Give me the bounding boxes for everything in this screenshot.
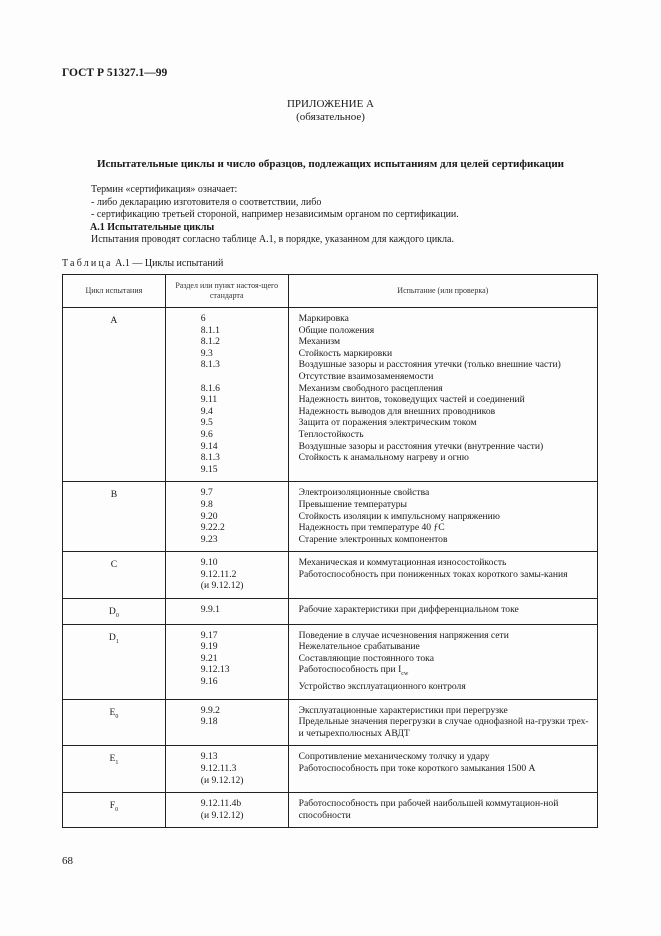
section-cell xyxy=(165,599,288,625)
test-text: Стойкость маркировки xyxy=(298,347,393,359)
test-text: Механизм xyxy=(298,336,341,348)
cycle-letter: D xyxy=(108,606,116,618)
intro-line: - либо декларацию изготовителя о соответствии, либо xyxy=(91,196,322,208)
test-name xyxy=(299,534,593,546)
test-text: Работоспособность при рабочей наибольшей коммутацион-ной способности xyxy=(298,798,559,821)
test-text: Старение электронных компонентов xyxy=(298,533,448,545)
test-cell xyxy=(288,699,597,746)
section-cell xyxy=(165,746,288,793)
intro-text: Испытания проводят согласно таблице А.1, в порядке, указанном для каждого цикла. xyxy=(91,234,454,246)
section-ref: 9.17 xyxy=(200,629,218,641)
current-subscript: cw xyxy=(401,671,409,678)
section-ref: 9.19 xyxy=(200,641,218,653)
section-cell xyxy=(165,699,288,746)
cycle-subscript: 0 xyxy=(115,807,119,814)
test-name xyxy=(299,763,593,775)
cycle-cell xyxy=(63,624,166,699)
cycle-subscript: 1 xyxy=(115,638,119,645)
test-name xyxy=(299,359,593,371)
test-text: Стойкость к анамальному нагреву и огню xyxy=(298,452,469,464)
test-name xyxy=(299,336,593,348)
section-ref: 8.1.2 xyxy=(200,336,220,348)
test-text: Надежность винтов, токоведущих частей и соединений xyxy=(298,394,525,406)
test-text: Воздушные зазоры и расстояния утечки (внутренние части) xyxy=(298,440,544,452)
section-ref: 8.1.1 xyxy=(200,324,220,336)
intro-line: Термин «сертификация» означает: xyxy=(91,184,238,195)
section-ref: (и 9.12.12) xyxy=(200,809,244,821)
test-text: Составляющие постоянного тока xyxy=(298,652,434,664)
test-text: Рабочие характеристики при дифференциальном токе xyxy=(298,604,519,616)
document-code: ГОСТ Р 51327.1—99 xyxy=(62,67,168,79)
section-ref: 9.7 xyxy=(200,487,213,499)
cycle-subscript: 0 xyxy=(115,713,119,720)
test-name xyxy=(299,557,593,569)
test-name xyxy=(299,798,593,821)
section-ref: 9.4 xyxy=(200,405,213,417)
appendix-heading xyxy=(0,98,661,124)
table-row xyxy=(63,599,598,625)
test-text: Теплостойкость xyxy=(298,428,364,440)
section-ref: 9.22.2 xyxy=(200,522,225,534)
table-caption xyxy=(62,258,223,269)
test-text: Работоспособность при I xyxy=(298,664,402,676)
test-cell xyxy=(288,552,597,599)
section-ref: 9.6 xyxy=(200,428,213,440)
cycle-letter: А xyxy=(110,315,118,326)
section-ref: 9.5 xyxy=(200,417,213,429)
section-ref: 9.18 xyxy=(200,716,218,728)
cycle-letter: E xyxy=(109,753,116,765)
section-ref: 9.9.1 xyxy=(200,604,220,616)
cycle-cell xyxy=(63,746,166,793)
header-section: Раздел или пункт настоя-щего стандарта xyxy=(165,275,288,308)
section-ref: (и 9.12.12) xyxy=(200,774,244,786)
table-caption-title: А.1 — Циклы испытаний xyxy=(115,258,224,269)
section-ref xyxy=(201,371,288,383)
test-text: Надежность при температуре 40 ƒC xyxy=(298,522,445,534)
test-name xyxy=(299,383,593,395)
table-row xyxy=(63,746,598,793)
test-text: Механизм свободного расцепления xyxy=(298,382,443,394)
test-text: Электроизоляционные свойства xyxy=(298,487,430,499)
cycle-cell xyxy=(63,552,166,599)
section-ref: 9.12.11.3 xyxy=(200,763,237,774)
section-ref: 9.10 xyxy=(200,557,218,569)
test-cell xyxy=(288,482,597,552)
test-text: Воздушные зазоры и расстояния утечки (только внешние части) xyxy=(298,359,561,371)
test-name xyxy=(299,406,593,418)
header-cycle: Цикл испытания xyxy=(63,275,166,308)
test-name xyxy=(299,371,593,383)
table-row xyxy=(63,699,598,746)
test-text: Предельные значения перегрузки в случае однофазной на-грузки трех- и четырехполюсных АВДТ xyxy=(298,716,589,739)
table-header-row xyxy=(63,275,598,308)
test-cell xyxy=(288,599,597,625)
test-name xyxy=(299,394,593,406)
test-text: Защита от поражения электрическим током xyxy=(298,417,477,429)
test-name xyxy=(299,641,593,653)
table-row xyxy=(63,793,598,828)
test-name xyxy=(299,751,593,763)
cycle-subscript: 1 xyxy=(115,760,119,767)
section-cell xyxy=(165,482,288,552)
test-name xyxy=(299,499,593,511)
section-ref: 9.9.2 xyxy=(200,704,220,716)
section-ref: 9.14 xyxy=(200,440,218,452)
table-row xyxy=(63,308,598,482)
test-name xyxy=(299,664,593,681)
section-ref: 9.16 xyxy=(200,676,218,688)
cycle-subscript: 0 xyxy=(115,613,119,620)
intro-block xyxy=(91,184,459,247)
test-cell xyxy=(288,746,597,793)
test-text: Устройство эксплуатационного контроля xyxy=(298,681,466,693)
test-name xyxy=(299,569,593,581)
cycle-letter: В xyxy=(110,489,118,501)
section-ref: 9.11 xyxy=(200,394,218,406)
test-text: Сопротивление механическому толчку и удару xyxy=(298,751,490,763)
section-ref: 6 xyxy=(200,313,206,324)
test-name xyxy=(299,705,593,717)
table-row xyxy=(63,482,598,552)
section-ref: 8.1.3 xyxy=(200,452,220,464)
section-ref: 8.1.6 xyxy=(200,382,220,394)
cycle-cell xyxy=(63,793,166,828)
cycle-letter: E xyxy=(109,706,116,718)
test-name xyxy=(299,452,593,464)
test-name xyxy=(299,630,593,642)
header-test: Испытание (или проверка) xyxy=(288,275,597,308)
subsection-heading: А.1 Испытательные циклы xyxy=(90,221,215,233)
cycle-cell xyxy=(63,308,166,482)
cycle-letter: D xyxy=(108,631,116,643)
intro-line: - сертификацию третьей стороной, например независимым органом по сертификации. xyxy=(91,209,459,221)
section-ref: 9.13 xyxy=(200,751,218,763)
section-ref: 8.1.3 xyxy=(200,359,220,371)
test-name xyxy=(299,522,593,534)
table-row xyxy=(63,552,598,599)
cycle-letter: F xyxy=(109,800,116,812)
cycle-cell xyxy=(63,699,166,746)
section-cell xyxy=(165,308,288,482)
test-name xyxy=(299,716,593,739)
test-name xyxy=(299,417,593,429)
test-name xyxy=(299,441,593,453)
test-name xyxy=(299,325,593,337)
test-name xyxy=(299,604,593,616)
section-ref: 9.3 xyxy=(200,347,213,359)
section-cell xyxy=(165,552,288,599)
test-cell xyxy=(288,793,597,828)
section-ref: (и 9.12.12) xyxy=(200,580,244,592)
test-text: Надежность выводов для внешних проводников xyxy=(298,405,496,417)
section-ref: 9.12.13 xyxy=(200,664,230,676)
test-cell xyxy=(288,624,597,699)
cycle-cell xyxy=(63,482,166,552)
section-ref: 9.23 xyxy=(200,533,218,545)
section-heading: Испытательные циклы и число образцов, подлежащих испытаниям для целей сертификации xyxy=(96,158,565,170)
test-name xyxy=(299,348,593,360)
section-ref: 9.15 xyxy=(200,463,218,475)
appendix-title: ПРИЛОЖЕНИЕ А xyxy=(286,98,374,110)
table-caption-prefix: Таблица xyxy=(62,258,113,269)
test-name xyxy=(299,681,593,693)
test-text: Превышение температуры xyxy=(298,498,407,510)
test-text: Нежелательное срабатывание xyxy=(298,641,420,653)
table-row xyxy=(63,624,598,699)
test-name xyxy=(299,653,593,665)
test-text: Работоспособность при токе короткого замыкания 1500 А xyxy=(298,763,536,774)
appendix-status: (обязательное) xyxy=(296,111,365,123)
table-body xyxy=(63,308,598,828)
test-cycles-table xyxy=(62,274,598,828)
test-text: Механическая и коммутационная износостойкость xyxy=(298,557,507,569)
cycle-cell xyxy=(63,599,166,625)
test-text: Маркировка xyxy=(298,313,349,324)
test-name xyxy=(299,313,593,325)
section-cell xyxy=(165,624,288,699)
page-number: 68 xyxy=(62,855,73,867)
test-name xyxy=(299,487,593,499)
test-text: Общие положения xyxy=(298,324,375,336)
test-text: Работоспособность при пониженных токах короткого замы-кания xyxy=(298,568,568,580)
test-text: Эксплуатационные характеристики при перегрузке xyxy=(298,704,508,716)
section-ref: 9.12.11.4b xyxy=(200,798,242,810)
section-ref: 9.20 xyxy=(200,510,218,522)
section-ref: 9.21 xyxy=(200,652,218,664)
test-text: Поведение в случае исчезновения напряжения сети xyxy=(298,629,509,641)
test-text: Стойкость изоляции к импульсному напряжению xyxy=(298,510,500,522)
section-cell xyxy=(165,793,288,828)
section-ref: 9.12.11.2 xyxy=(200,568,237,580)
section-ref: 9.8 xyxy=(200,498,213,510)
test-name xyxy=(299,511,593,523)
cycle-letter: С xyxy=(110,559,118,571)
test-name xyxy=(299,429,593,441)
test-cell xyxy=(288,308,597,482)
test-text: Отсутствие взаимозаменяемости xyxy=(298,370,434,382)
